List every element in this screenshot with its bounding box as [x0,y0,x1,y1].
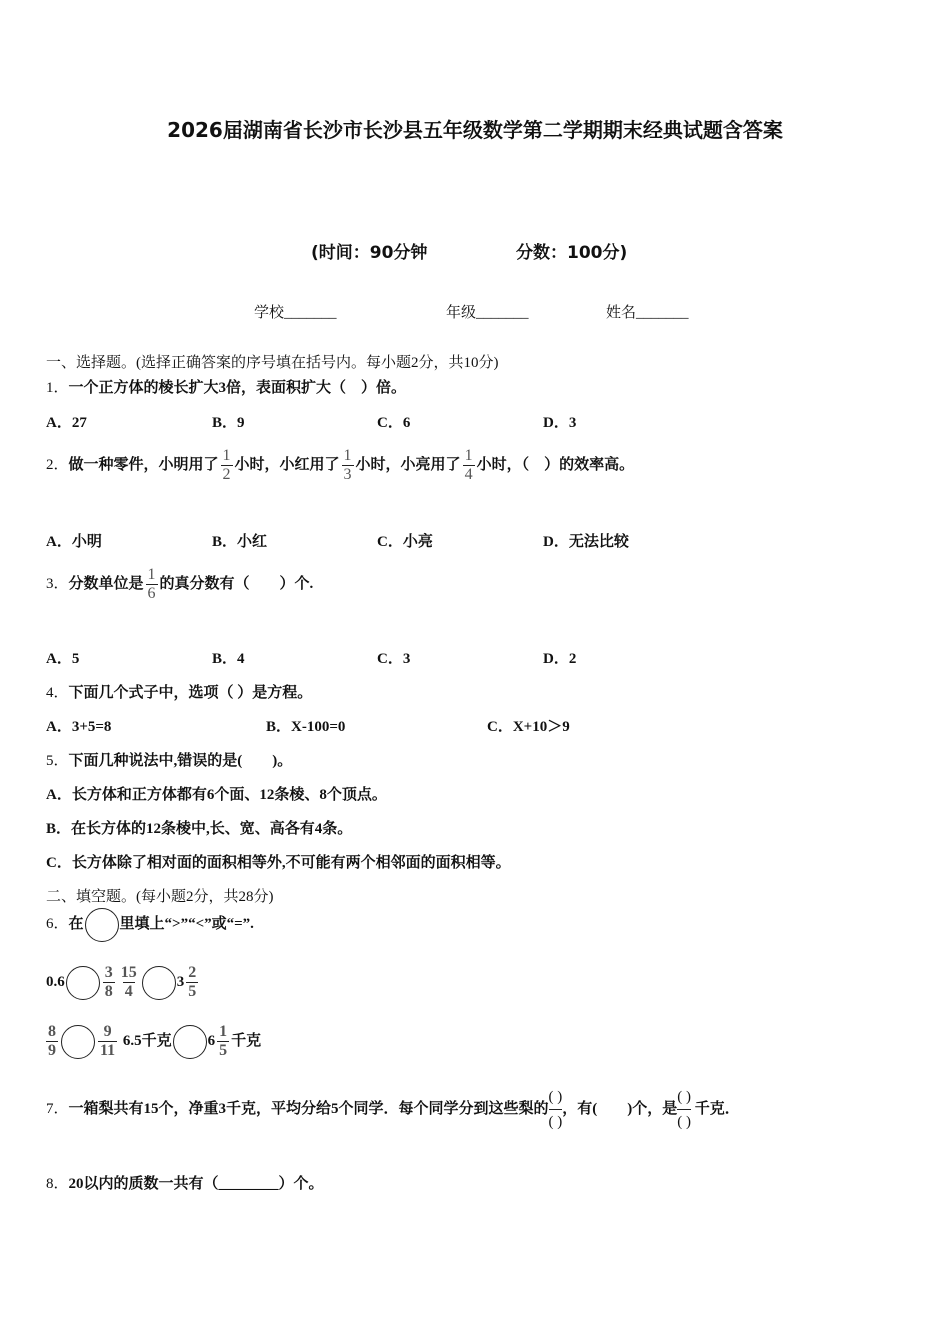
question-text: 20以内的质数一共有（________）个。 [68,1176,324,1192]
question-text: ，有( )个，是 [562,1101,678,1117]
question-1 [46,376,406,397]
question-number: 4． [46,685,69,701]
time-label: (时间：90分钟 [311,243,428,263]
fraction-denominator: 5 [219,1042,228,1060]
question-number: 1． [46,380,69,396]
fraction-numerator: 1 [147,566,156,584]
answer-circle[interactable] [85,908,119,942]
section1-heading: 一、选择题。(选择正确答案的序号填在括号内。每小题2分，共10分) [46,355,499,371]
value: 6.5千克 [122,1033,172,1049]
fraction-denominator: 11 [100,1042,116,1060]
question-7 [46,1084,740,1134]
blank-fraction[interactable] [677,1085,691,1134]
unit: 千克 [231,1033,262,1049]
question-3 [46,564,313,604]
blank-numerator: ( ) [677,1089,692,1106]
question-5 [46,749,292,770]
answer-circle[interactable] [142,966,176,1000]
value: 6 [207,1033,216,1049]
question-number: 8． [46,1176,69,1192]
fraction-denominator: 6 [147,585,156,603]
q3-option-c: C．3 [377,651,411,667]
q1-option-b: B．9 [212,415,245,431]
question-number: 6． [46,916,69,932]
blank-numerator: ( ) [548,1089,563,1106]
fraction-numerator: 3 [104,964,113,982]
answer-circle[interactable] [173,1025,207,1059]
fraction-denominator: 3 [343,466,352,484]
question-2 [46,445,634,485]
score-label: 分数：100分) [516,243,628,263]
q6-row-2 [46,1021,261,1061]
question-4 [46,681,312,702]
question-text: 的真分数有（ ）个. [159,576,314,592]
answer-circle[interactable] [61,1025,95,1059]
fraction [146,566,158,603]
fraction [119,964,139,1001]
school-field: 学校_______ [254,305,337,321]
q1-option-c: C．6 [377,415,411,431]
q4-option-c: C．X+10＞9 [487,719,570,735]
q2-option-b: B．小红 [212,534,268,550]
value: 0.6 [46,974,65,990]
question-text: 小时，小红用了 [234,457,340,473]
fraction-denominator: 9 [48,1042,56,1060]
question-text: 一个正方体的棱长扩大3倍，表面积扩大（ ）倍。 [68,380,407,396]
q1-option-a: A．27 [46,415,87,431]
fraction-numerator: 1 [222,447,231,465]
grade-field: 年级_______ [446,305,529,321]
blank-denominator: ( ) [677,1109,691,1134]
question-text: 在 [68,916,84,932]
q4-option-b: B．X-100=0 [266,719,346,735]
q3-option-b: B．4 [212,651,245,667]
fraction-numerator: 8 [48,1023,56,1041]
name-field: 姓名_______ [606,305,689,321]
question-number: 3． [46,576,69,592]
question-6 [46,906,254,942]
question-text: 小时，小亮用了 [355,457,461,473]
fraction-numerator: 1 [464,447,473,465]
q5-option-a: A．长方体和正方体都有6个面、12条棱、8个顶点。 [46,787,387,803]
question-text: 做一种零件，小明用了 [68,457,219,473]
q1-option-d: D．3 [543,415,577,431]
section2-heading: 二、填空题。(每小题2分，共28分) [46,889,274,905]
fraction [217,1023,229,1060]
question-8 [46,1172,324,1193]
blank-denominator: ( ) [549,1109,563,1134]
fraction-denominator: 8 [104,983,113,1001]
fraction-numerator: 1 [343,447,352,465]
question-number: 2． [46,457,69,473]
fraction-denominator: 5 [188,983,197,1001]
q3-option-a: A．5 [46,651,80,667]
fraction-numerator: 2 [188,964,197,982]
q4-option-a: A．3+5=8 [46,719,112,735]
fraction [98,1023,117,1060]
answer-circle[interactable] [66,966,100,1000]
q5-option-c: C．长方体除了相对面的面积相等外,不可能有两个相邻面的面积相等。 [46,855,511,871]
value: 3 [176,974,185,990]
fraction-denominator: 4 [464,466,473,484]
question-text: 里填上“>”“<”或“=”. [119,916,254,932]
question-text: 小时，（ ）的效率高。 [476,457,635,473]
question-text: 下面几个式子中，选项（ ）是方程。 [68,685,313,701]
fraction-numerator: 9 [103,1023,112,1041]
question-text: 分数单位是 [68,576,144,592]
fraction [103,964,115,1001]
q2-option-d: D．无法比较 [543,534,629,550]
page-title: 2026届湖南省长沙市长沙县五年级数学第二学期期末经典试题含答案 [167,118,783,142]
q6-row-1 [46,962,200,1002]
q2-option-a: A．小明 [46,534,102,550]
question-text: 下面几种说法中,错误的是( )。 [68,753,293,769]
fraction [186,964,198,1001]
fraction-numerator: 1 [219,1023,228,1041]
q2-option-c: C．小亮 [377,534,433,550]
fraction-denominator: 2 [222,466,231,484]
q3-option-d: D．2 [543,651,577,667]
q5-option-b: B．在长方体的12条棱中,长、宽、高各有4条。 [46,821,353,837]
question-number: 7． [46,1101,69,1117]
question-text: 一箱梨共有15个，净重3千克，平均分给5个同学．每个同学分到这些梨的 [68,1101,549,1117]
fraction [221,447,233,484]
fraction-numerator: 15 [120,964,137,982]
fraction [463,447,475,484]
blank-fraction[interactable] [549,1085,563,1134]
question-text: 千克． [694,1101,740,1117]
question-number: 5． [46,753,69,769]
fraction-denominator: 4 [124,983,133,1001]
fraction [342,447,354,484]
fraction [46,1023,58,1060]
